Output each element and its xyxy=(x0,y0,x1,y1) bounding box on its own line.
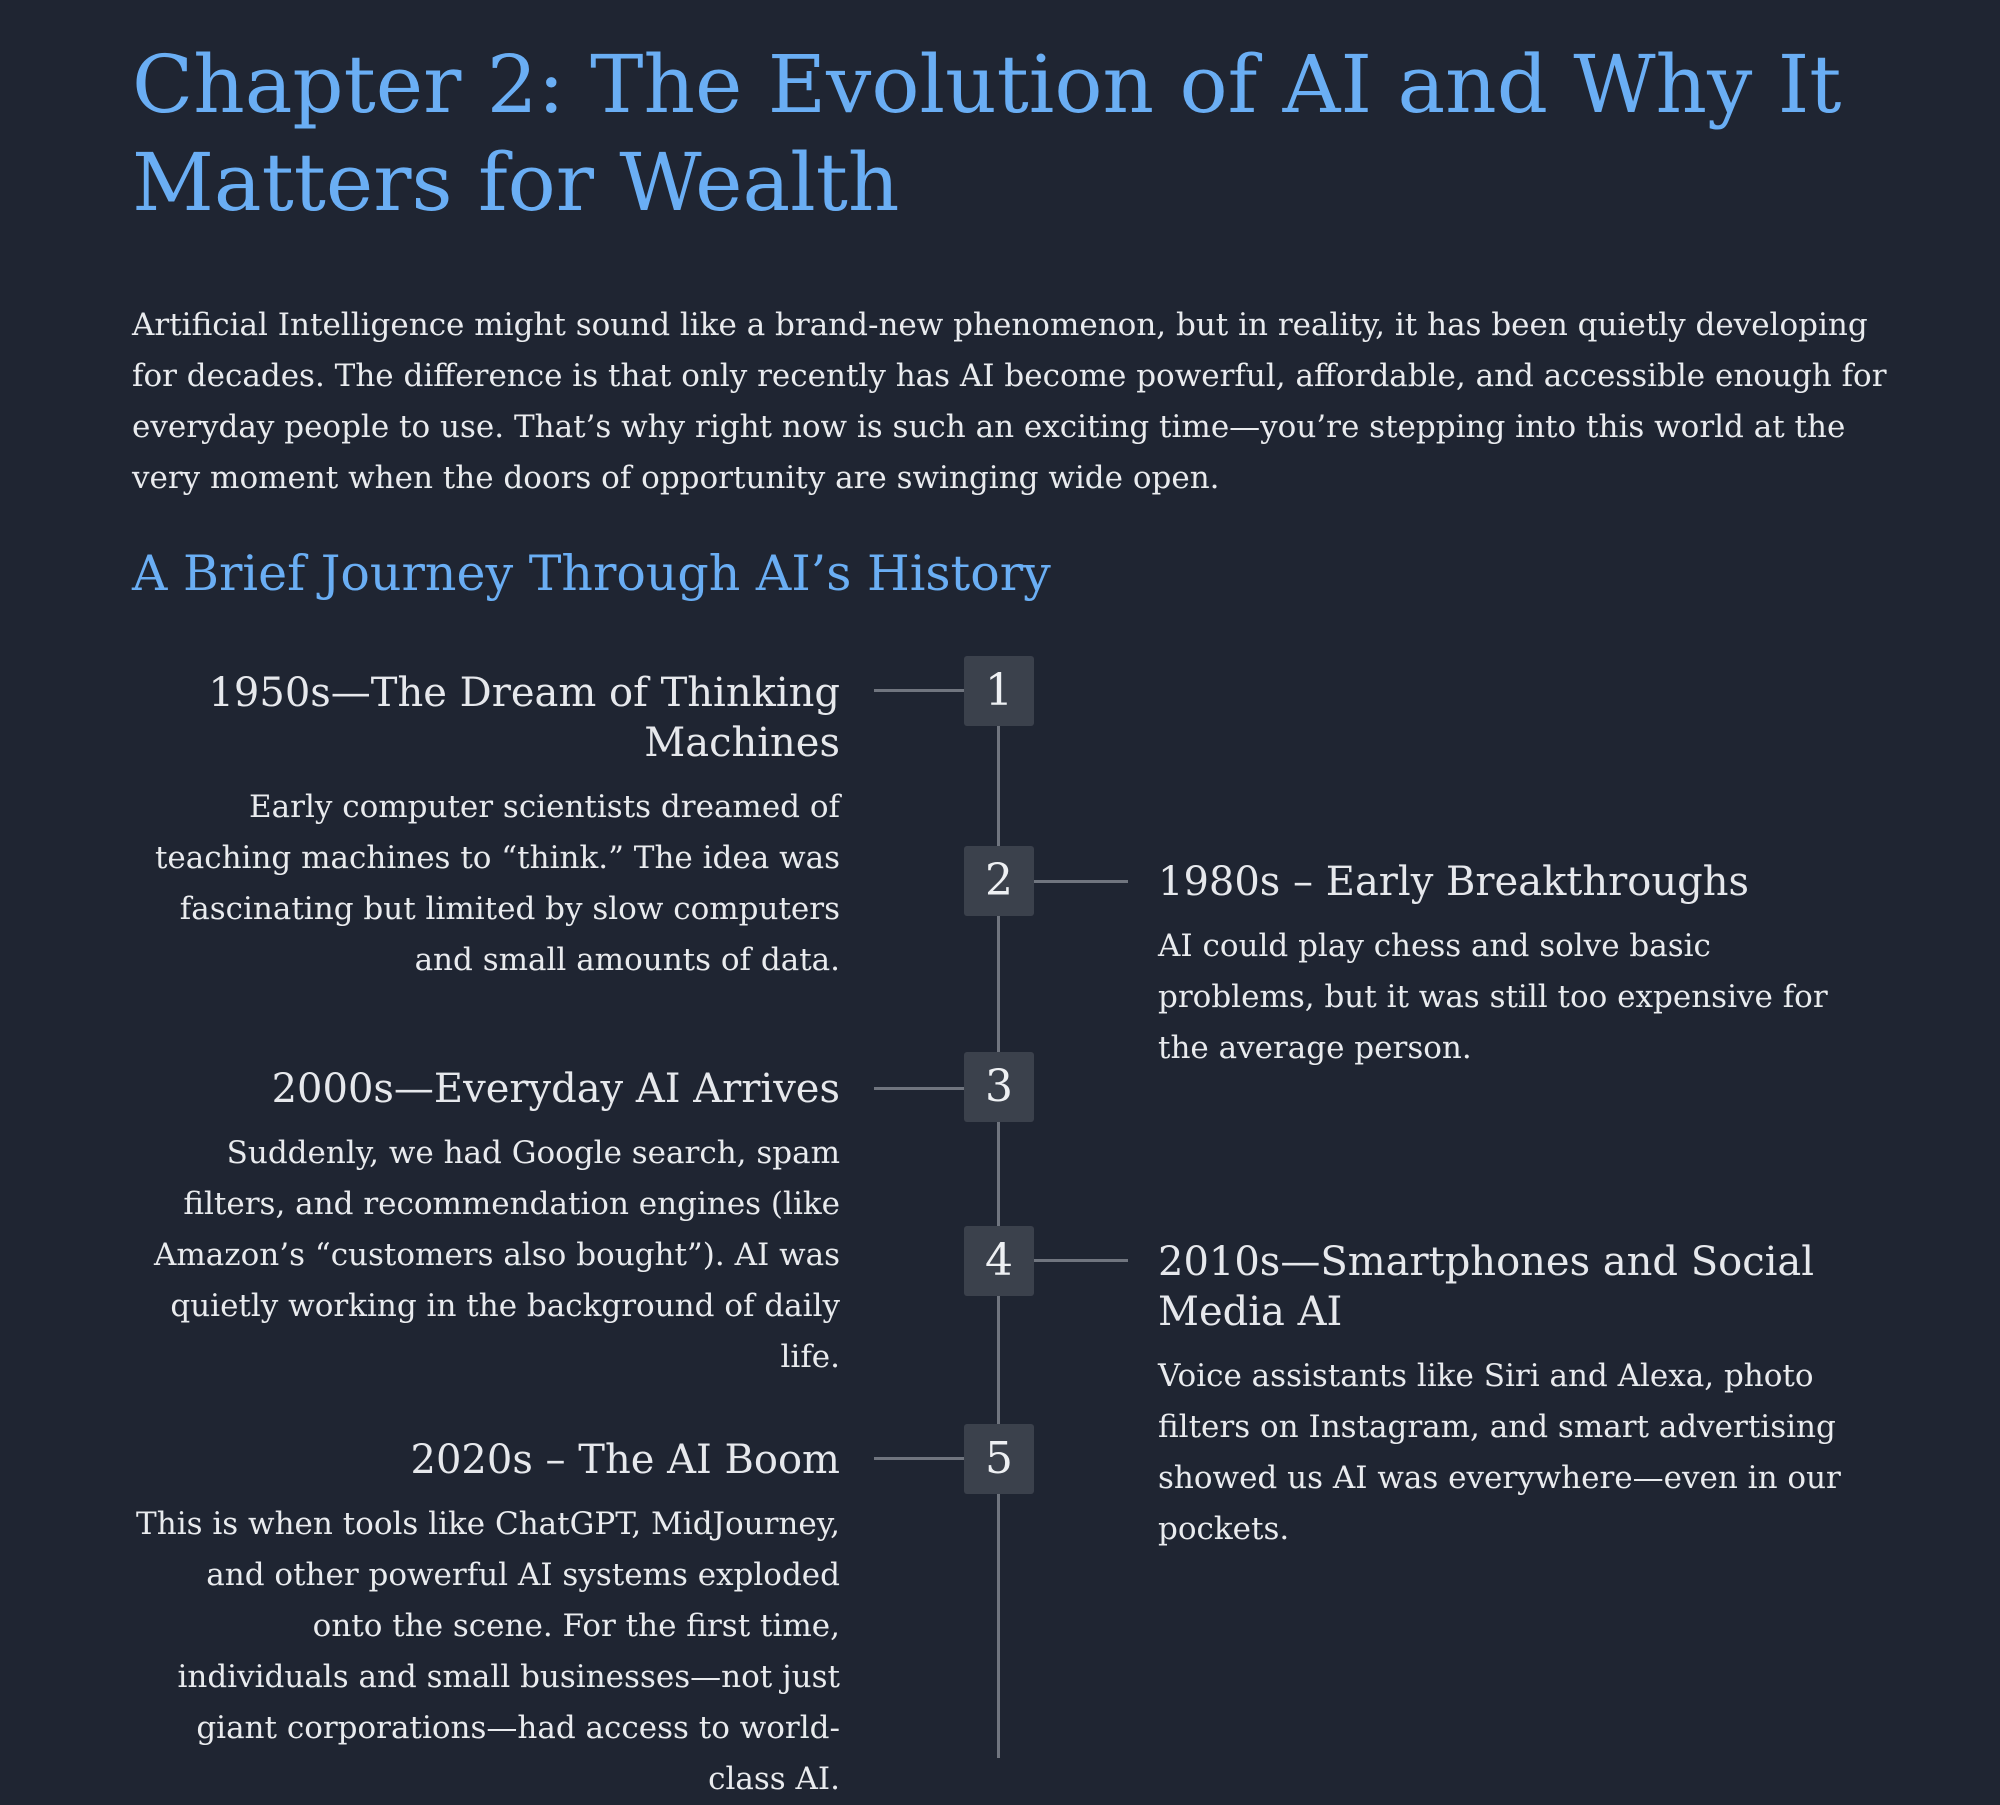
timeline-item-title: 2020s – The AI Boom xyxy=(410,1437,840,1483)
timeline-item-1980s xyxy=(1158,857,1858,1074)
timeline-item-title: 1980s – Early Breakthroughs xyxy=(1158,859,1749,905)
chapter-title: Chapter 2: The Evolution of AI and Why It Matters for Wealth xyxy=(132,38,1842,229)
timeline-item-title: 2010s—Smartphones and Social Media AI xyxy=(1158,1239,1815,1335)
timeline-connector-5 xyxy=(874,1457,964,1460)
timeline-item-description: AI could play chess and solve basic problems, but it was still too expensive for the average person. xyxy=(1158,928,1828,1066)
timeline-item-2010s xyxy=(1158,1237,1858,1555)
timeline-item-description: Early computer scientists dreamed of teaching machines to “think.” The idea was fascinating but limited by slow computers and small amounts of data. xyxy=(154,789,840,978)
timeline-marker-3: 3 xyxy=(964,1052,1034,1122)
timeline-item-description: Suddenly, we had Google search, spam filters, and recommendation engines (like Amazon’s “customers also bought”). AI was quietly working in the background of daily life. xyxy=(154,1135,840,1375)
timeline-connector-3 xyxy=(874,1087,964,1090)
timeline-item-title: 1950s—The Dream of Thinking Machines xyxy=(208,670,840,766)
timeline-connector-2 xyxy=(1034,880,1128,883)
timeline-item-2000s xyxy=(132,1064,840,1383)
timeline-connector-1 xyxy=(874,689,964,692)
timeline-item-title: 2000s—Everyday AI Arrives xyxy=(271,1066,840,1112)
timeline-item-1950s xyxy=(132,668,840,986)
timeline-item-2020s xyxy=(132,1435,840,1805)
timeline-marker-4: 4 xyxy=(964,1226,1034,1296)
intro-paragraph: Artificial Intelligence might sound like a brand-new phenomenon, but in reality, it has been quietly developing for decades. The difference is that only recently has AI become powerful, affordable, and accessible enough for everyday people to use. That’s why right now is such an exciting time—you’re stepping into this world at the very moment when the doors of opportunity are swinging wide open. xyxy=(132,307,1887,496)
timeline-marker-1: 1 xyxy=(964,656,1034,726)
timeline-marker-2: 2 xyxy=(964,846,1034,916)
timeline-item-description: This is when tools like ChatGPT, MidJourney, and other powerful AI systems exploded onto the scene. For the first time, individuals and small businesses—not just giant corporations—had access to world-class AI. xyxy=(136,1506,840,1797)
timeline-connector-4 xyxy=(1034,1259,1128,1262)
section-heading: A Brief Journey Through AI’s History xyxy=(132,545,1051,602)
timeline-marker-5: 5 xyxy=(964,1424,1034,1494)
timeline-item-description: Voice assistants like Siri and Alexa, photo filters on Instagram, and smart advertising showed us AI was everywhere—even in our pockets. xyxy=(1158,1358,1841,1547)
